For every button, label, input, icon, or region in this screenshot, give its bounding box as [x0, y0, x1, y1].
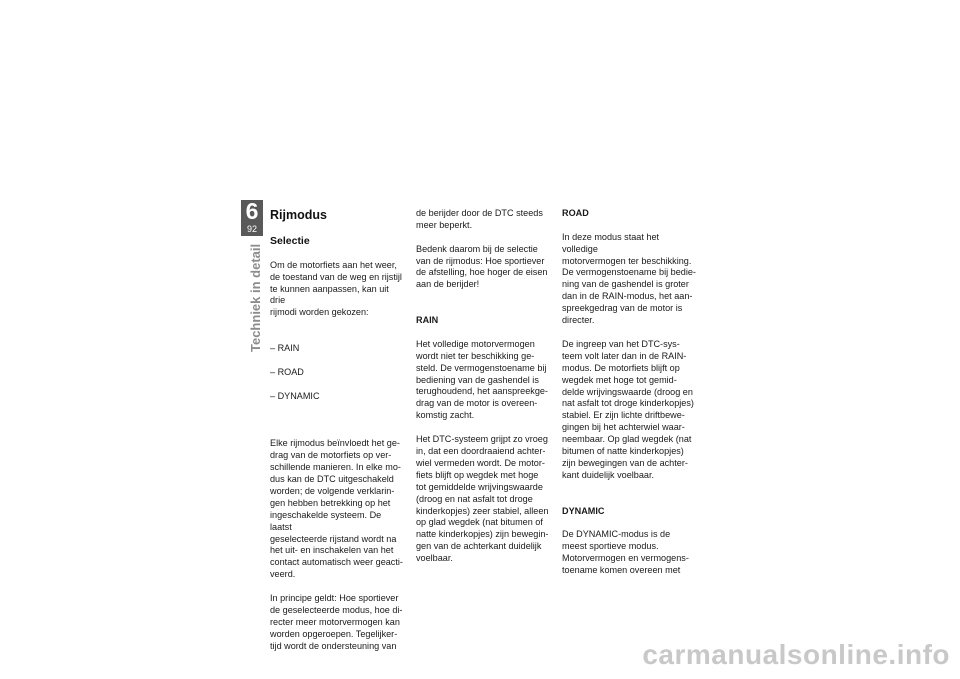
list-item: – ROAD	[270, 366, 304, 377]
paragraph-continuation: de berijder door de DTC steeds meer beperkt.	[416, 207, 543, 230]
rain-heading: RAIN	[416, 315, 439, 326]
list-item: – DYNAMIC	[270, 390, 320, 401]
chapter-title-text: Techniek in detail	[248, 243, 263, 352]
road-paragraph-1: In deze modus staat het volledige motorvermogen ter beschikking. De vermogenstoename bij bedie- ning van de gashendel is groter dan in de RAIN-modus, het aan- spreekgedrag van de motor is directer.	[562, 231, 696, 326]
rain-paragraph-2: Het DTC-systeem grijpt zo vroeg in, dat een doordraaiend achter- wiel vermeden wordt. De motor- fiets blijft op wegdek met hoge tot gemiddelde wrijvingswaarde (droog en nat asfalt tot droge kinderkopjes) zeer stabiel, alleen op glad wegdek (nat bitumen of natte kinderkopjes) zijn bewegin- gen van de achterkant duidelijk voelbaar.	[416, 434, 549, 564]
list-item: – RAIN	[270, 343, 300, 354]
column-2	[416, 196, 551, 577]
rain-paragraph-1: Het volledige motorvermogen wordt niet ter beschikking ge- steld. De vermogenstoename bij bediening van de gashendel is terughoudend, het aanspreekge- drag van de motor is overeen- komstig zacht.	[416, 338, 548, 421]
column-1	[270, 196, 405, 665]
section-title: Rijmodus	[270, 207, 327, 222]
dynamic-heading: DYNAMIC	[562, 505, 605, 516]
paragraph-advice: Bedenk daarom bij de selectie van de rijmodus: Hoe sportiever de afstelling, hoe hoger de eisen aan de berijder!	[416, 243, 548, 290]
column-3	[562, 196, 697, 589]
modes-list	[270, 331, 405, 414]
chapter-number: 6	[245, 198, 259, 224]
paragraph-principle: In principe geldt: Hoe sportiever de geselecteerde modus, hoe di- recter meer motorvermogen kan worden opgeroepen. Tegelijker- tijd wordt de ondersteuning van	[270, 593, 403, 651]
watermark: carmanualsonline.info	[642, 639, 950, 670]
intro-paragraph: Om de motorfiets aan het weer, de toestand van de weg en rijstijl te kunnen aanpassen, kan uit drie rijmodi worden gekozen:	[270, 259, 402, 318]
page-number: 92	[246, 224, 257, 234]
subsection-title: Selectie	[270, 234, 310, 247]
paragraph-behaviour: Elke rijmodus beïnvloedt het ge- drag van de motorfiets op ver- schillende manieren. In elke mo- dus kan de DTC uitgeschakeld worden; de volgende verklarin- gen hebben betrekking op het ingeschakelde systeem. De laatst geselecteerde rijstand wordt na het uit- en inschakelen van het contact automatisch weer geacti- veerd.	[270, 438, 403, 580]
road-paragraph-2: De ingreep van het DTC-sys- teem volt later dan in de RAIN- modus. De motorfiets blijft op wegdek met hoge tot gemid- delde wrijvingswaarde (droog en nat asfalt tot droge kinderkopjes) stabiel. Er zijn lichte driftbewe- gingen bij het achterwiel waar- neembaar. Op glad wegdek (nat bitumen of natte kinderkopjes) zijn bewegingen van de achter- kant duidelijk voelbaar.	[562, 338, 694, 480]
road-heading: ROAD	[562, 207, 589, 218]
dynamic-paragraph: De DYNAMIC-modus is de meest sportieve modus. Motorvermogen en vermogens- toename komen overeen met	[562, 529, 689, 576]
